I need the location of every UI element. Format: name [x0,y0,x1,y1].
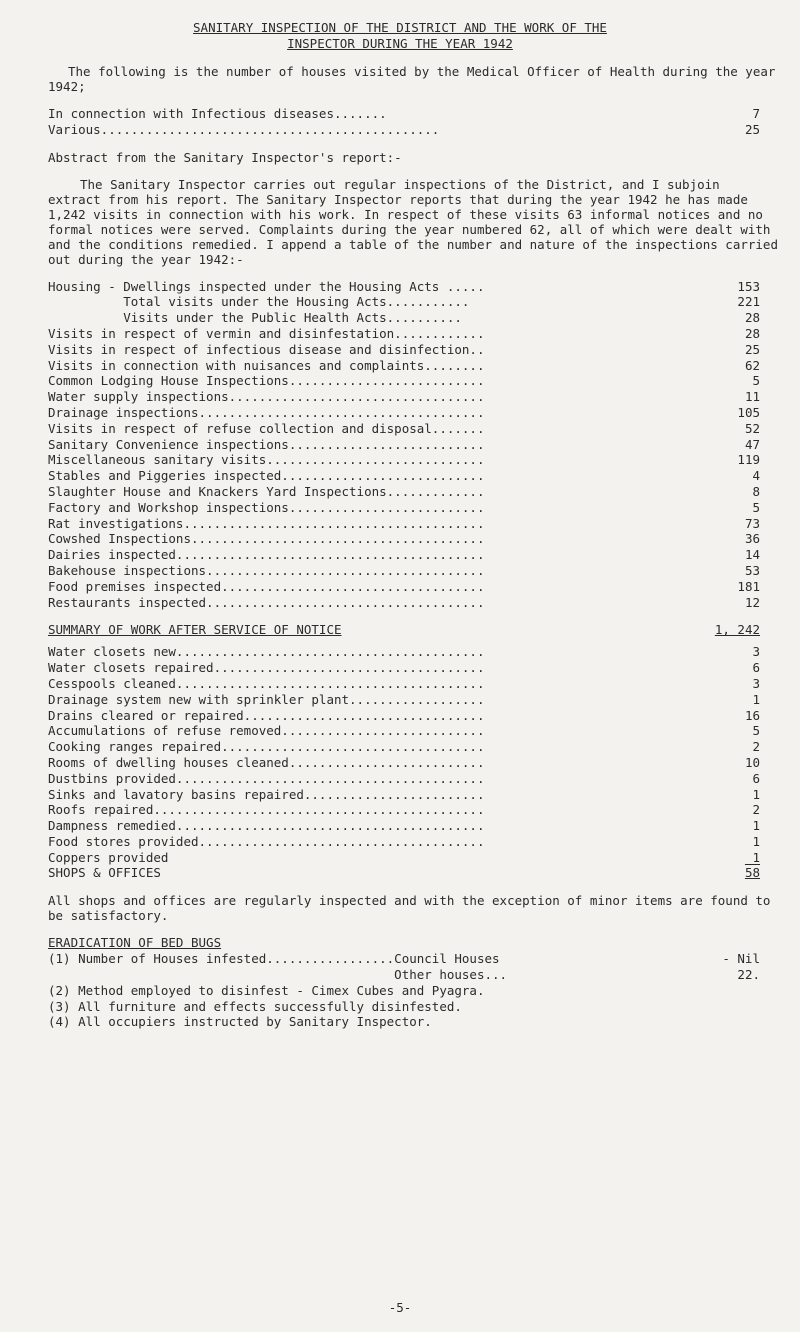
inspection-row-label: Total visits under the Housing Acts........... [48,294,470,310]
inspection-row-value: 28 [744,325,760,341]
bugs-row-label: (2) Method employed to disinfest - Cimex Cubes and Pyagra. [48,982,485,998]
inspection-row [48,405,760,421]
inspection-row [48,421,760,437]
summary-row [48,818,760,834]
inspection-row-label: Food premises inspected................................... [48,578,485,594]
summary-sum: 58 [744,865,760,881]
summary-row-value: 2 [752,739,760,755]
visits-list [48,106,800,138]
inspection-row [48,358,760,374]
bugs-row-label: (4) All occupiers instructed by Sanitary Inspector. [48,1014,432,1030]
inspection-row-label: Factory and Workshop inspections.......................... [48,499,485,515]
page-number: -5- [388,1300,412,1315]
inspection-row-value: 25 [744,341,760,357]
inspection-row-label: Drainage inspections...................................... [48,404,485,420]
summary-row-value: 3 [752,675,760,691]
inspection-row [48,389,760,405]
summary-title: SUMMARY OF WORK AFTER SERVICE OF NOTICE [48,622,342,638]
summary-row-label: Cooking ranges repaired................................... [48,739,485,755]
inspection-row-label: Cowshed Inspections....................................... [48,531,485,547]
summary-row-value: 10 [744,754,760,770]
bugs-row-label: Other houses... [48,967,508,983]
summary-row-label: Dampness remedied......................................... [48,818,485,834]
shops-title: SHOPS & OFFICES [48,865,161,881]
inspection-row [48,294,760,310]
inspection-row-value: 14 [744,547,760,563]
summary-total: 1, 242 [714,622,760,638]
page-title [0,20,800,52]
inspection-row-value: 11 [744,389,760,405]
summary-row-label: Rooms of dwelling houses cleaned.......................... [48,754,485,770]
inspection-row-value: 52 [744,420,760,436]
bugs-row-value [720,1014,760,1030]
summary-row-label: Sinks and lavatory basins repaired........................ [48,786,485,802]
inspection-row [48,563,760,579]
inspection-row [48,500,760,516]
summary-row [48,834,760,850]
summary-row [48,787,760,803]
summary-heading [48,622,760,638]
bugs-row [48,983,760,999]
inspection-row-label: Water supply inspections.................................. [48,389,485,405]
bugs-row-value [720,983,760,999]
bugs-row-label: (3) All furniture and effects successfully disinfested. [48,998,462,1014]
inspection-row [48,452,760,468]
visit-row-value: 25 [744,121,760,137]
abstract-paragraph: The Sanitary Inspector carries out regular inspections of the District, and I subjoin extract from his report. The Sanitary Inspector reports that during the year 1942 he has made 1,242 visits in connection with his work. In respect of these visits 63 informal notices and no formal notices were served. Complaints during the year numbered 62, all of which were dealt with and the conditions remedied. I append a table of the number and nature of the inspections carried out during the year 1942:- [48,176,778,267]
bugs-row [48,999,760,1015]
summary-row-label: Coppers provided [48,849,169,865]
summary-row-label: Roofs repaired............................................ [48,802,485,818]
summary-row-label: Food stores provided...................................... [48,833,485,849]
bugs-row-value: - Nil [722,951,760,967]
summary-row-label: Cesspools cleaned......................................... [48,675,485,691]
summary-row [48,755,760,771]
inspection-row-label: Dairies inspected......................................... [48,547,485,563]
summary-row-value: 2 [752,802,760,818]
summary-row-value: 1 [752,786,760,802]
inspection-row-value: 105 [737,404,760,420]
summary-row-label: Drains cleared or repaired................................ [48,707,485,723]
summary-row [48,723,760,739]
inspection-row-label: Visits in respect of refuse collection and disposal....... [48,420,485,436]
inspection-row-label: Rat investigations........................................ [48,515,485,531]
inspection-row-label: Stables and Piggeries inspected........................... [48,468,485,484]
inspection-row-value: 47 [744,436,760,452]
summary-row-label: Water closets new......................................... [48,644,485,660]
inspection-row-label: Visits in connection with nuisances and complaints........ [48,357,485,373]
inspection-row-value: 181 [737,578,760,594]
inspection-row [48,437,760,453]
inspection-row-value: 36 [744,531,760,547]
inspection-row [48,310,760,326]
bugs-title: ERADICATION OF BED BUGS [48,935,222,951]
inspections-table [48,279,800,611]
summary-row [48,676,760,692]
summary-row [48,692,760,708]
bugs-row-value: 22. [737,967,760,983]
visit-row [48,106,760,122]
inspection-row [48,579,760,595]
summary-row-value: 5 [752,723,760,739]
inspection-row-value: 12 [744,594,760,610]
inspection-row-label: Slaughter House and Knackers Yard Inspections............. [48,483,485,499]
visit-row [48,122,760,138]
summary-row [48,708,760,724]
summary-row-value: 16 [744,707,760,723]
summary-row-value: 1 [752,833,760,849]
summary-row-value: 6 [752,770,760,786]
title-line-1: SANITARY INSPECTION OF THE DISTRICT AND THE WORK OF THE [193,20,607,35]
inspection-row [48,342,760,358]
summary-row-value: 1 [752,818,760,834]
inspection-row-value: 4 [752,468,760,484]
summary-row-value: 6 [752,660,760,676]
inspection-row-label: Common Lodging House Inspections.......................... [48,373,485,389]
inspection-row-value: 28 [744,310,760,326]
summary-row [48,771,760,787]
summary-row-label: Dustbins provided......................................... [48,770,485,786]
shops-paragraph: All shops and offices are regularly inspected and with the exception of minor items are found to be satisfactory. [48,893,771,924]
summary-row-label: Drainage system new with sprinkler plant.................. [48,691,485,707]
inspection-row-label: Restaurants inspected..................................... [48,594,485,610]
visit-row-label: Various............................................. [48,121,440,137]
inspection-row [48,468,760,484]
inspection-row-value: 153 [737,278,760,294]
summary-row [48,660,760,676]
summary-row [48,739,760,755]
inspection-row [48,484,760,500]
inspection-row-label: Visits in respect of vermin and disinfestation............ [48,325,485,341]
inspection-row-label: Housing - Dwellings inspected under the Housing Acts ..... [48,278,485,294]
inspection-row-value: 53 [744,562,760,578]
inspection-row-label: Miscellaneous sanitary visits............................. [48,452,485,468]
inspection-row-value: 8 [752,483,760,499]
inspection-row [48,595,760,611]
inspection-row-value: 5 [752,499,760,515]
inspection-row-value: 221 [737,294,760,310]
bugs-list [48,951,800,1030]
inspection-row-label: Visits under the Public Health Acts.......... [48,310,462,326]
summary-row-label: Accumulations of refuse removed........................... [48,723,485,739]
summary-sum-row [48,865,760,881]
summary-table [48,644,800,865]
title-line-2: INSPECTOR DURING THE YEAR 1942 [287,36,513,51]
bugs-row [48,1014,760,1030]
intro-paragraph: The following is the number of houses visited by the Medical Officer of Health during the year 1942; [48,64,776,94]
abstract-title: Abstract from the Sanitary Inspector's report:- [48,149,402,165]
summary-row-label: Water closets repaired.................................... [48,660,485,676]
inspection-row [48,279,760,295]
inspection-row-label: Bakehouse inspections..................................... [48,562,485,578]
inspection-row [48,373,760,389]
inspection-row-label: Sanitary Convenience inspections.......................... [48,436,485,452]
summary-row [48,802,760,818]
inspection-row-value: 5 [752,373,760,389]
inspection-row-value: 73 [744,515,760,531]
inspection-row [48,531,760,547]
inspection-row-value: 119 [737,452,760,468]
inspection-row [48,326,760,342]
summary-row-value: 3 [752,644,760,660]
inspection-row [48,516,760,532]
summary-row-value: 1 [752,691,760,707]
bugs-row-label: (1) Number of Houses infested.................Council Houses [48,951,500,967]
inspection-row [48,547,760,563]
inspection-row-value: 62 [744,357,760,373]
summary-row [48,850,760,866]
summary-row-value: 1 [752,849,760,865]
summary-row [48,644,760,660]
bugs-row [48,967,760,983]
visit-row-label: In connection with Infectious diseases....... [48,106,387,121]
bugs-row [48,951,760,967]
visit-row-value: 7 [752,106,760,121]
bugs-row-value [720,999,760,1015]
inspection-row-label: Visits in respect of infectious disease and disinfection.. [48,341,485,357]
